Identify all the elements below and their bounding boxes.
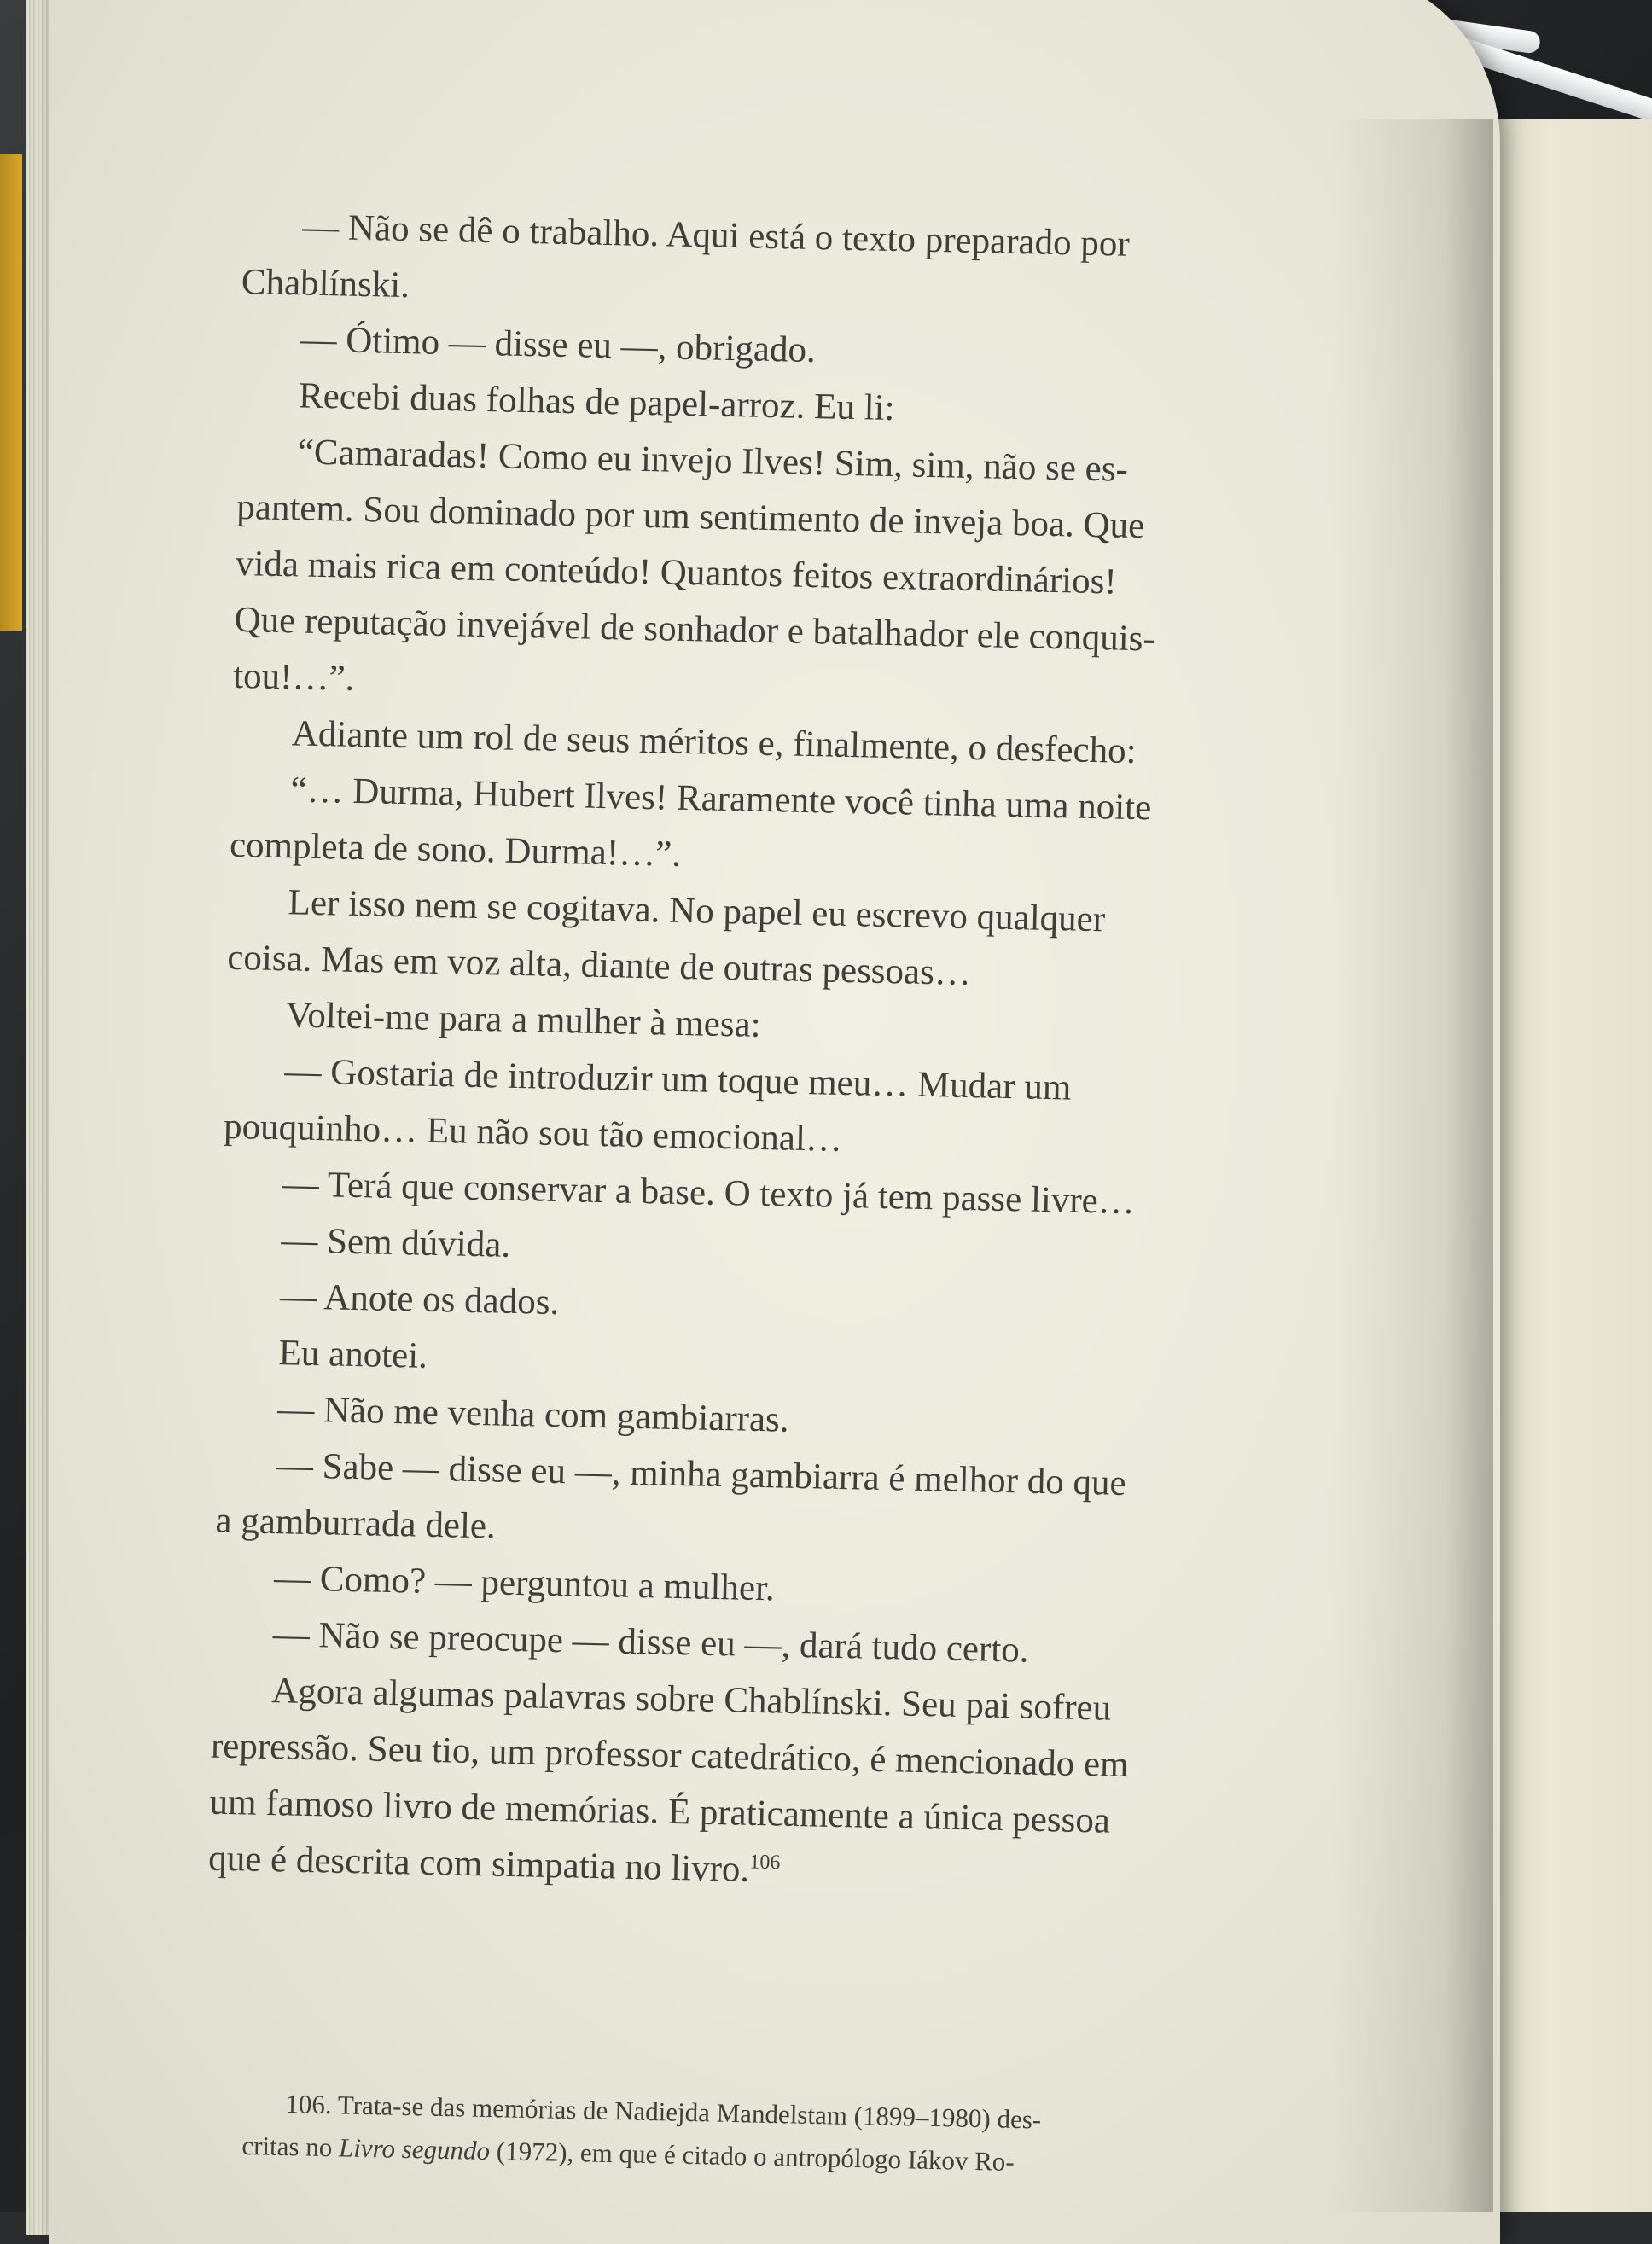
text-line-content: — Ótimo — disse eu —, obrigado. [300,319,817,371]
text-line-content: Recebi duas folhas de papel-arroz. Eu li: [298,375,895,429]
text-line-content: Chablínski. [241,261,410,306]
text-line-content: Ler isso nem se cogitava. No papel eu escrevo qualquer [288,882,1106,940]
text-line-content: repressão. Seu tio, um professor catedrático, é mencionado em [210,1725,1130,1786]
text-line-content: — Anote os dados. [279,1276,560,1323]
text-line-content: Agora algumas palavras sobre Chablínski. Seu pai sofreu [270,1671,1112,1729]
text-line-content: a gamburrada dele. [215,1500,497,1547]
text-line-content: “… Durma, Hubert Ilves! Raramente você tinha uma noite [289,770,1152,828]
text-line-content: — Não se dê o trabalho. Aqui está o texto preparado por [301,206,1131,265]
text-line-content: que é descrita com simpatia no livro. [207,1838,750,1890]
text-line-content: coisa. Mas em voz alta, diante de outras pessoas… [226,937,972,994]
text-line-content: Adiante um rol de seus méritos e, finalmente, o desfecho: [291,713,1137,772]
text-line-content: um famoso livro de memórias. É praticamente a única pessoa [209,1782,1111,1841]
text-line-content: — Sabe — disse eu —, minha gambiarra é melhor do que [276,1445,1127,1503]
text-line-content: pouquinho… Eu não sou tão emocional… [223,1106,843,1160]
text-line-content: pantem. Sou dominado por um sentimento de inveja boa. Que [236,486,1145,547]
text-line-content: — Sem dúvida. [280,1220,511,1265]
text-line-content: “Camaradas! Como eu invejo Ilves! Sim, sim, não se es- [297,432,1129,490]
text-line-content: — Gostaria de introduzir um toque meu… Mudar um [284,1051,1072,1108]
footnote-text: (1972), em que é citado o antropólogo Iákov Ro- [489,2136,1015,2177]
facing-page [1485,119,1652,2212]
text-line-content: Eu anotei. [278,1333,428,1376]
text-line-content: Voltei-me para a mulher à mesa: [285,995,762,1045]
footnote-text: critas no [241,2130,340,2163]
footnote-line: 106. Trata-se das memórias de Nadiejda Mandelstam (1899–1980) des- [285,2089,1042,2135]
text-line-content: Que reputação invejável de sonhador e batalhador ele conquis- [234,599,1156,660]
footnote-reference: 106 [749,1851,781,1875]
page-body-text [208,198,1370,1910]
text-line-content: — Não me venha com gambiarras. [276,1389,790,1440]
text-line-content: — Terá que conservar a base. O texto já tem passe livre… [282,1164,1136,1223]
book-title: Livro segundo [338,2132,491,2166]
text-line-content: completa de sono. Durma!…”. [229,824,682,875]
text-line-content: vida mais rica em conteúdo! Quantos feitos extraordinários! [235,543,1118,602]
text-line-content: — Não se preocupe — disse eu —, dará tudo certo. [272,1614,1030,1671]
text-line-content: — Como? — perguntou a mulher. [273,1558,776,1609]
book-cover-edge [0,154,22,631]
text-line-content: tou!…”. [232,655,355,699]
